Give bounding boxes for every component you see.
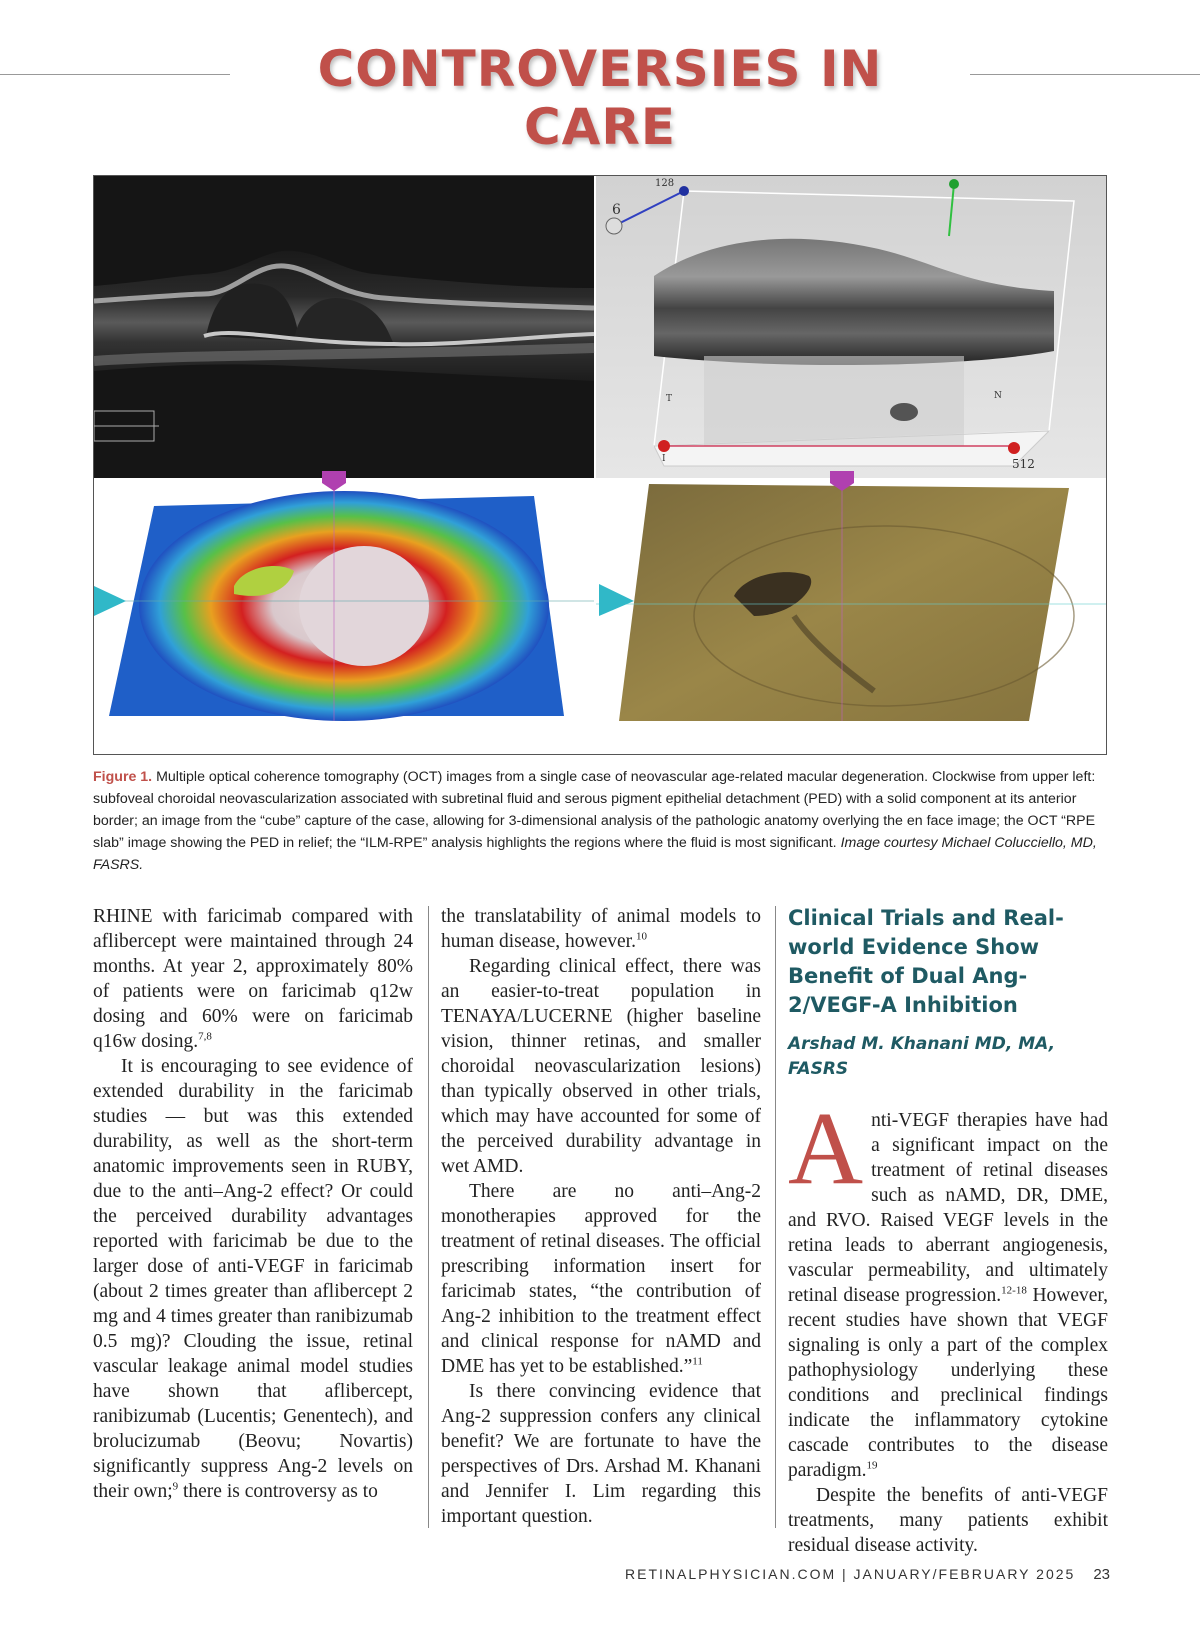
citation: 10 — [635, 930, 647, 943]
header-rule-right — [970, 74, 1200, 75]
author-byline: Arshad M. Khanani MD, MA, FASRS — [788, 1034, 1056, 1079]
label-6: 6 — [612, 202, 621, 218]
citation: 7,8 — [198, 1030, 212, 1043]
column-divider — [428, 906, 429, 1528]
paragraph: Regarding clinical effect, there was an easier-to-treat population in TENAYA/LUCERNE (higher baseline vision, thinner retinas, and smaller choroidal neovascularization lesions) than typically observed in other trials, which may have accounted for some of the perceived durability advantage in wet AMD. — [441, 956, 761, 1177]
oct-cube-panel — [596, 176, 1107, 478]
ilm-rpe-heatmap-panel — [94, 471, 594, 755]
paragraph: There are no anti–Ang-2 monotherapies approved for the treatment of retinal diseases. The official prescribing information insert for faricimab states, “the contribution of Ang-2 inhibition to the treatment effect and clinical response for nAMD and DME has yet to be established.”$^{11}$ — [441, 1181, 761, 1377]
paragraph: Despite the benefits of anti-VEGF treatments, many patients exhibit residual disease activity. — [788, 1485, 1108, 1556]
caption-text: Multiple optical coherence tomography (OCT) images from a single case of neovascular age-related macular degeneration. Clockwise from upper left: subfoveal choroidal neovascularization associated with subretinal fluid and serous pigment epithelial detachment (PED) with a solid component at its anterior border; an image from the “cube” capture of the case, allowing for 3-dimensional analysis of the pathologic anatomy overlying the en face image; the OCT “RPE slab” image showing the PED in relief; the “ILM-RPE” analysis highlights the regions where the fluid is most significant. — [93, 769, 1096, 851]
header-rule-left — [0, 74, 230, 75]
publication-info: RETINALPHYSICIAN.COM | JANUARY/FEBRUARY 2025 — [625, 1566, 1076, 1582]
paragraph: Is there convincing evidence that Ang-2 suppression confers any clinical benefit? We are fortunate to have the perspectives of Drs. Arshad M. Khanani and Jennifer I. Lim regarding this important question. — [441, 1381, 761, 1527]
citation: 9 — [172, 1480, 179, 1493]
paragraph: RHINE with faricimab compared with aflibercept were maintained through 24 months. At year 2, approximately 80% of patients were on faricimab q12w dosing and 60% were on faricimab q16w dosing.$^{7,8}$ — [93, 906, 413, 1052]
paragraph: Anti-VEGF therapies have had a significant impact on the treatment of retinal diseases such as nAMD, DR, DME, and RVO. Raised VEGF levels in the retina leads to aberrant angiogenesis, vascular permeability, and ultimately retinal disease progression.$^{12-18}$ However, recent studies have shown that VEGF signaling is only a part of the complex pathophysiology underlying these conditions and preclinical findings indicate the inflammatory cytokine cascade contributes to the disease paradigm.$^{19}$ — [788, 1091, 1108, 1481]
label-512: 512 — [1012, 457, 1035, 471]
label-128: 128 — [655, 178, 675, 189]
label-n: N — [994, 391, 1002, 401]
rpe-slab-panel — [596, 471, 1107, 755]
citation: 19 — [866, 1459, 878, 1472]
article-column-2 — [441, 904, 761, 1529]
figure-caption — [93, 766, 1107, 876]
drop-cap: A — [788, 1091, 864, 1206]
label-i: I — [662, 454, 666, 464]
oct-bscan-panel — [94, 176, 594, 478]
citation: 12-18 — [1001, 1284, 1027, 1297]
citation: 11 — [692, 1355, 703, 1368]
column-divider — [775, 906, 776, 1528]
figure-oct-images — [93, 175, 1107, 755]
article-column-3 — [788, 904, 1108, 1558]
paragraph: the translatability of animal models to human disease, however.$^{10}$ — [441, 906, 761, 952]
page-number: 23 — [1093, 1566, 1110, 1583]
page-header — [0, 40, 1200, 156]
article-column-1 — [93, 904, 413, 1504]
section-title: CONTROVERSIES IN CARE — [317, 40, 883, 156]
label-t: T — [666, 394, 673, 404]
sidebar-heading: Clinical Trials and Real-world Evidence Show Benefit of Dual Ang-2/VEGF-A Inhibition — [788, 906, 1064, 1017]
paragraph: It is encouraging to see evidence of extended durability in the faricimab studies — but was this extended durability, as well as the short-term anatomic improvements seen in RUBY, due to the anti–Ang-2 effect? Or could the perceived durability advantages reported with faricimab be due to the larger dose of anti-VEGF in faricimab (about 2 times greater than aflibercept 2 mg and 4 times greater than ranibizumab 0.5 mg)? Clouding the issue, retinal vascular leakage animal model studies have shown that aflibercept, ranibizumab (Lucentis; Genentech), and brolucizumab (Beovu; Novartis) significantly suppress Ang-2 levels on their own;$^9$ there is controversy as to — [93, 1056, 413, 1502]
caption-credit: Image courtesy Michael Colucciello, MD, FASRS. — [93, 835, 1097, 873]
caption-label: Figure 1. — [93, 769, 153, 785]
